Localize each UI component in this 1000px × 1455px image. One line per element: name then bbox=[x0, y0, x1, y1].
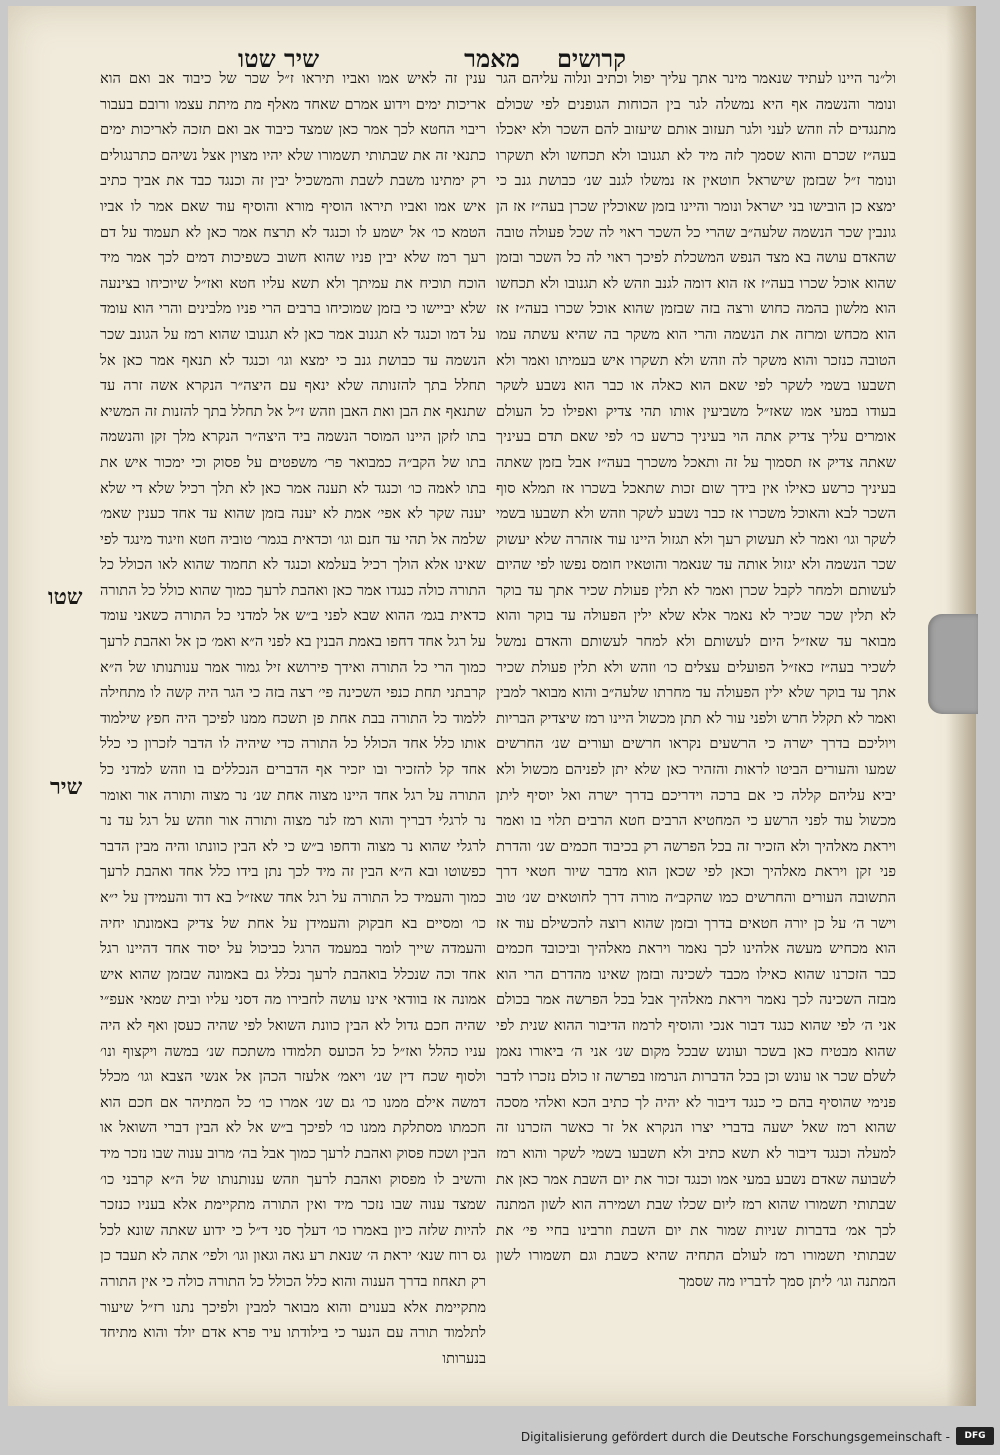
text-column-left bbox=[100, 66, 486, 1367]
text-column-right bbox=[496, 66, 896, 1306]
footer-bar bbox=[0, 1412, 1000, 1455]
margin-note-shir: שיר bbox=[50, 774, 83, 800]
page-clip-tab bbox=[928, 614, 978, 714]
dfg-logo: DFG bbox=[956, 1427, 994, 1445]
book-page bbox=[8, 6, 976, 1406]
header-right-title: קרושים bbox=[556, 44, 626, 73]
margin-note-shtu: שטו bbox=[48, 584, 83, 610]
header-left-title: שיר שטו bbox=[238, 44, 320, 73]
column-left-text: ענין זה לאיש אמו ואביו תיראו ז״ל שכר של כיבוד אב ואם הוא אריכות ימים וידוע אמרם שאחד מאלף מת מיתת עצמו ורובם בעבור ריבוי החטא לכך אמר כאן שמצד כיבוד אב ואם תזכה לאריכות ימים כתנאי זה את שבתותי תשמורו שלא יהיו מצוין אצל נשיהם כתרנגולים רק ימתינו משבת לשבת והמשכיל יבין זה וכנגד כבד את אביך כתיב איש אמו ואביו תיראו הוסיף מורא והוסיף עוד שאם אמר לו אביו הטמא כו׳ אל ישמע לו וכנגד לא תרצח אמר כאן לא תעמוד על דם רעך רמז שלא יבין פניו שהוא חשוב כשפיכות דמים לכך אמר מיד הוכח תוכיח את עמיתך ולא תשא עליו חטא ואז״ל שיוכיחו בצינעה שלא יביישו כי בזמן שמוכיחו ברבים הרי פניו מלבינים והרי הוא עומד על דמו וכנגד לא תגנוב אמר כאן לא תגנובו שהוא רמז על הגונב שכר הנשמה עד כבושת גנב כי ימצא וגו׳ וכנגד לא תנאף אמר כאן אל תחלל בתך להזנותה שלא ינאף עם היצה״ר הנקרא אשה זרה עד שתנאף את הבן ואת האבן וזהש ז״ל אל תחלל בתך להזנות זה המשיא בתו לזקן היינו המוסר הנשמה ביד היצה״ר הנקרא מלך זקן והנשמה בתו של הקב״ה כמבואר פר׳ משפטים על פסוק וכי ימכור איש את בתו לאמה כו׳ וכנגד לא תענה אמר כאן לא תלך רכיל שלא די שלא יענה שקר לא אפי׳ אמת לא יענה בזמן שהוא עד אחד כענין שאמ׳ שלמה אל תהי עד חנם וגו׳ וכדאית בגמר׳ טוביה חטא וזיגוד מינגד לפי שאינו אלא הולך רכיל בעלמא וכנגד לא תחמוד שהוא לאו הכולל כל התורה כולה כנגדו אמר כאן ואהבת לרעך כמוך שהוא כולל כל התורה כדאית בגמ׳ ההוא שבא לפני ב״ש אל למדני כל התורה כשאני עומד על רגל אחד דחפו באמת הבנין בא לפני ה״א ואמ׳ כן אל ואהבת לרעך כמוך הרי כל התורה ואידך פירושא זיל גמור אמר ענותנותו של ה״א קרבתני תחת כנפי השכינה פי׳ רצה בזה כי הגר היה קשה לו מתחילה ללמוד כל התורה בבת אחת פן תשכח ממנו לפיכך היה חפץ שילמוד אותו כלל אחד הכולל כל התורה כדי שיהיה לו הדבר לזכרון כי כלל אחד קל להזכיר ובו יזכיר אף הדברים הנכללים בו וזהש למדני כל התורה על רגל אחד היינו מצוה אחת שנ׳ נר מצוה ותורה אור ואומר נר לרגלי דבריך והוא רמז לנר מצוה ותורה אור וזהש על רגל עד נר לרגלי שהוא נר מצוה ודחפו ב״ש כי לא הבין כוונתו והיה מבין הדבר כפשוטו ובא ה״א הבין זה מיד לכך נתן בידו כלל אחד ואהבת לרעך כמוך והעמיד כל התורה על רגל אחד שאז״ל בא דוד והעמידן על י״א כו׳ ומסיים בא חבקוק והעמידן על אחת של צדיק באמונתו יחיה והעמדה שייך לומר במעמד הרגל כביכול על יסוד אחד דהיינו רגל אחד וכה שנכלל בואהבת לרעך נכלל גם באמונה שבזמן שהוא איש אמונה אז בוודאי אינו עושה לחבירו מה דסני עליו ובית שמאי אעפ״י שהיה חכם גדול לא הבין כוונת השואל לפי שהיה כעסן ואף לא היה עניו כהלל ואז״ל כל הכועס תלמודו משתכח שנ׳ במשה ויקצוף ונו׳ ולסוף שכח דין שנ׳ ויאמ׳ אלעזר הכהן אל אנשי הצבא וגו׳ מכלל דמשה אילם ממנו כו׳ גם שנ׳ אמרו כו׳ כל המתיהר אם חכם הוא חכמתו מסתלקת ממנו כו׳ לפיכך ב״ש אל לא הבין דברי השואל או הבין ושכח פסוק ואהבת לרעך כמוך אבל בה׳ מרוב ענוה שבו נזכר מיד והשיב לו מפסוק ואהבת לרעך וזהש ענותנותו של ה״א קרבני כו׳ שמצד ענוה שבו נזכר מיד ואין התורה מתקיימת אלא בעניו כנזכר להיות שלזה כיון באמרו כו׳ דעלך סני ד״ל כי ידוע שאתה שונא לכל גס רוח שנא׳ יראת ה׳ שנאת רע גאה וגאון וגו׳ ולפי׳ אתה לא תעבד כן רק תאחוז בדרך הענוה והוא כלל הכולל כל התורה כולה כי אין התורה מתקיימת אלא בענוים והוא מבואר למבין ולפיכך נתנו רז״ל שיעור לתלמוד תורה עם הנער כי בילודתו עיר פרא אדם יולד והוא מתיחד בנערותו bbox=[100, 70, 486, 1367]
header-center-title: מאמר bbox=[464, 44, 520, 73]
column-right-text: ול״נר היינו לעתיד שנאמר מינר אתך עליך יפול וכתיב ונלוה עליהם הגר ונומר והנשמה אף היא נמשלה לגר בין הכוחות הגופנים לפי שכולם מתנגדים לה וזהש לעני ולגר תעזוב אותם שיעזוב להם השכר ולא יאכלו בעה״ז שכרם והוא שסמך לזה מיד לא תגנובו ולא תכחשו ולא תשקרו ונומר ז״ל שבזמן שישראל חוטאין אז נמשלו לגנב שנ׳ כבושת גנב כי ימצא כן הובישו בני ישראל ונומר והיינו בזמן שאוכלין שכרן בעה״ז אז הן גונבין שכר הנשמה שלעה״ב שהרי כל השכר ראוי לה שכל פעולה טובה שהאדם עושה בא מצד הנפש המשכלת לפיכך ראוי לה כל השכר ובזמן שהוא אוכל שכרו בעה״ז אז הוא דומה לגנב וזהש לא תגנובו ולא תכחשו הוא מלשון בהמה כחוש ורצה בזה שבזמן שהוא אוכל שכרו בעה״ז אז הוא מכחש ומרזה את הנשמה והרי הוא משקר בה שהיא עשתה עמו הטובה כנזכר והוא משקר לה וזהש ולא תשקרו איש בעמיתו ואמר ולא תשבעו בשמי לשקר לפי שאם הוא כאלה או כבר הוא נשבע לשקר בעודו במעי אמו שאז״ל משביעין אותו תהי צדיק ואפילו כל העולם אומרים עליך צדיק אתה הוי בעיניך כרשע כו׳ לפי שאם תדם בעיניך שאתה צדיק אז תסמוך על זה ותאכל משכרך בעה״ז אבל בזמן שאתה בעיניך כרשע כאילו אין בידך שום זכות שתאכל בשכרו אז תמלא סוף השכר לבא והאוכל משכרו אז כבר נשבע לשקר וזהש ולא תשבעו בשמי לשקר וגו׳ ואמר לא תעשוק רעך ולא תגזול היינו עוד אזהרה שלא יעשוק שכר הנשמה ולא יגזול אותה עד שנאמר והוטאיו חומס נפשו לפי שהיום לעשותם ולמחר לקבל שכרן ואמר לא תלין פעולת שכיר אתך עד בוקר לא תלין שכר שכיר לא נאמר אלא שלא ילין הפעולה עד בוקר והוא מבואר עד שאז״ל היום לעשותם ולא למחר לעשותם והאדם נמשל לשכיר בעה״ז כאז״ל הפועלים עצלים כו׳ וזהש ולא תלין פעולת שכיר אתך עד בוקר שלא ילין הפעולה עד מחרתו שלעה״ב והוא מבואר למבין ואמר לא תקלל חרש ולפני עור לא תתן מכשול היינו רמז שיצדיק הבריות ויוליכם בדרך ישרה כי הרשעים נקראו חרשים ועורים שנ׳ החרשים שמעו והעורים הביטו לראות והזהיר כאן שלא יתן לפניהם מכשול ולא יביא עליהם קללה כי אם ברכה וידריכם בדרך ישרה ואל יוסיף ליתן מכשול עוד לפני הרשע כי המחטיא הרבים חטא הרבים תלוי בו ואמר ויראת מאלהיך ולא הזכיר זה בכל הפרשה רק בכיבוד חכמים שנ׳ והדרת פני זקן ויראת מאלהיך וכאן לפי שכאן הוא מדבר שיור חטאי דרך התשובה העורים והחרשים כמו שהקב״ה מורה דרך לחוטאים שנ׳ טוב וישר ה׳ על כן יורה חטאים בדרך ובזמן שהוא רוצה להכשילם עוד אז הוא מכחיש מעשה אלהינו לכך נאמר ויראת מאלהיך וביכובד חכמים כבר הזכרנו שהוא כאילו מכבד לשכינה ובזמן שאינו מהדרם הרי הוא מבזה השכינה לכך נאמר ויראת מאלהיך אבל בכל הפרשה אמר בכולם אני ה׳ לפי שהוא כנגד דבור אנכי והוסיף לרמוז הדיבור ההוא שנית לפי שהוא מבטיח כאן בשכר ועונש שבכל מקום שנ׳ אני ה׳ ביאורו נאמן לשלם שכר או עונש וכן בכל הדברות הנרמזו בפרשה זו כולם נזכרו לדבר פנימי שהוסיף בהם כי כנגד דיבור לא יהיה לך כתיב הכא ואלהי מסכה שהוא רמז שאל ישעה בדברי יצרו הנקרא אל זר כאשר הזכרנו זה למעלה וכנגד דיבור לא תשא כתיב ולא תשבעו בשמי לשקר והוא רמז לשבועה שאדם נשבע במעי אמו וכנגד זכור את יום השבת אמר כאן את שבתותי תשמורו שהוא רמז ליום שכלו שבת ושמירה הוא לשון המתנה לכך אמ׳ בדברות שניות שמור את יום השבת וזרבינו בחיי פי׳ את שבתותי תשמורו רמז לעולם התחיה שהיא כשבת וגם תשמורו לשון המתנה וגו׳ ליתן סמך לדבריו מה שסמך bbox=[496, 70, 896, 1290]
funding-notice: Digitalisierung gefördert durch die Deutsche Forschungsgemeinschaft - bbox=[520, 1430, 950, 1444]
